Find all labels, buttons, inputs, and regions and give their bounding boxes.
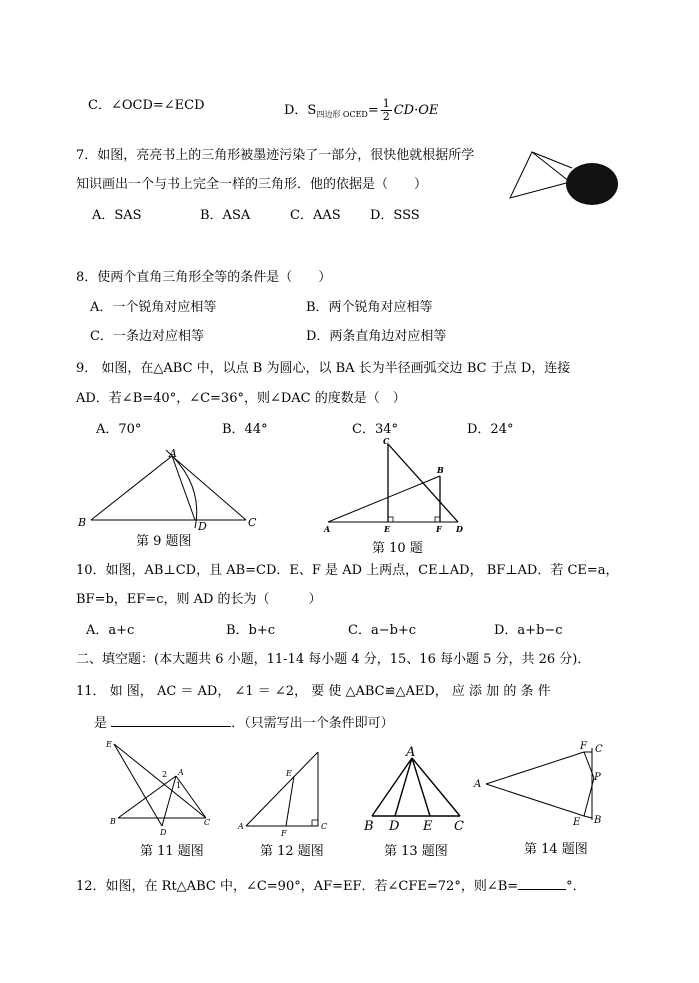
q7-option-c: C．AAS — [290, 208, 341, 223]
label-a: A — [406, 745, 416, 760]
q10-stem-line2: BF=b，EF=c，则 AD 的长为（ ） — [76, 592, 322, 607]
figure-11-caption: 第 11 题图 — [140, 844, 204, 859]
q6-option-d — [284, 98, 438, 123]
label-e: E — [423, 819, 433, 834]
figure-12 — [236, 744, 336, 840]
q7-ink-stained-triangle-figure — [500, 140, 630, 220]
segment-af — [486, 752, 584, 784]
label-b: B — [437, 465, 444, 475]
figure-12-caption: 第 12 题图 — [260, 844, 324, 859]
arc — [166, 450, 197, 528]
q12-answer-blank[interactable] — [518, 877, 566, 890]
label-b: B — [78, 516, 87, 529]
q6-option-d-tail: CD·OE — [393, 103, 439, 118]
figure-14 — [470, 738, 620, 834]
q8-option-a: A．一个锐角对应相等 — [90, 300, 217, 315]
fraction-denominator: 2 — [382, 110, 390, 123]
q8-option-d: D．两条直角边对应相等 — [306, 329, 447, 344]
q8-option-b: B．两个锐角对应相等 — [306, 300, 433, 315]
label-c: C — [248, 516, 257, 529]
triangle-side — [532, 152, 572, 168]
label-f: F — [580, 741, 587, 752]
q7-stem-line1: 7．如图，亮亮书上的三角形被墨迹污染了一部分，很快他就根据所学 — [76, 148, 475, 163]
label-d: D — [198, 520, 207, 533]
q11-stem-line2 — [94, 714, 394, 732]
label-f: F — [281, 829, 287, 838]
label-c: C — [204, 818, 211, 827]
label-d: D — [160, 828, 167, 837]
right-angle-f — [435, 517, 440, 522]
label-e: E — [106, 740, 112, 749]
segment-ab — [246, 752, 318, 826]
label-e: E — [286, 769, 292, 778]
label-a: A — [169, 447, 177, 460]
q6-option-c: C．∠OCD=∠ECD — [88, 98, 205, 113]
q7-option-b: B．ASA — [200, 208, 251, 223]
q9-option-b: B．44° — [222, 422, 268, 437]
figure-14-caption: 第 14 题图 — [524, 842, 588, 857]
fraction-one-half — [381, 98, 392, 123]
q12-stem — [76, 877, 586, 895]
q10-option-c: C．a−b+c — [348, 623, 417, 638]
segment-ec — [114, 744, 206, 818]
figure-13-caption: 第 13 题图 — [384, 844, 448, 859]
q11-stem-line1: 11． 如 图， AC ＝ AD， ∠1 ＝ ∠2， 要 使 △ABC≌△AED， 应 添 加 的 条 件 — [76, 684, 551, 699]
label-a: A — [238, 822, 244, 831]
label-a: A — [178, 768, 184, 777]
segment-ae — [486, 784, 584, 816]
fraction-numerator: 1 — [382, 97, 390, 110]
figure-13 — [360, 744, 470, 836]
right-angle-c — [312, 820, 318, 826]
label-b: B — [364, 819, 374, 834]
q7-option-d: D．SSS — [370, 208, 420, 223]
segment-ae — [412, 758, 430, 816]
q11-suffix: ．（只需写出一个条件即可） — [231, 716, 394, 731]
q7-option-a: A．SAS — [92, 208, 142, 223]
segment-ac — [412, 758, 460, 816]
q10-stem-line1: 10．如图，AB⊥CD，且 AB=CD．E、F 是 AD 上两点，CE⊥AD， BF⊥AD．若 CE=a， — [76, 563, 619, 578]
q11-answer-blank[interactable] — [111, 714, 231, 727]
label-c: C — [383, 436, 390, 446]
q6-option-d-eq: = — [367, 103, 379, 118]
label-angle-2: 2 — [162, 770, 168, 779]
q11-prefix: 是 — [94, 716, 108, 731]
q10-option-d: D．a+b−c — [494, 623, 563, 638]
q9-stem-line2: AD．若∠B=40°，∠C=36°，则∠DAC 的度数是（ ） — [76, 391, 406, 406]
q8-option-c: C．一条边对应相等 — [90, 329, 204, 344]
label-angle-1: 1 — [176, 781, 182, 790]
label-a: A — [474, 779, 482, 790]
figure-10 — [322, 436, 472, 536]
q9-stem-line1: 9． 如图，在△ABC 中，以点 B 为圆心，以 BA 长为半径画弧交边 BC 于点 D，连接 — [76, 361, 571, 376]
segment-ba — [91, 456, 172, 520]
segment-ab — [118, 776, 176, 818]
segment-ed — [114, 744, 162, 826]
ink-blot — [566, 163, 618, 205]
figure-10-caption: 第 10 题 — [372, 541, 423, 556]
label-p: P — [594, 772, 601, 783]
label-c: C — [321, 822, 328, 831]
label-d: D — [389, 819, 400, 834]
label-f: F — [436, 524, 442, 534]
segment-ad — [395, 758, 412, 816]
q10-option-a: A．a+c — [86, 623, 135, 638]
triangle-edge — [510, 152, 570, 198]
segment-ab — [328, 476, 440, 522]
figure-9 — [76, 444, 276, 544]
label-e: E — [384, 524, 391, 534]
q10-option-b: B．b+c — [226, 623, 276, 638]
q6-option-d-prefix: D．S — [284, 103, 317, 118]
label-c: C — [595, 744, 603, 755]
right-angle-e — [388, 517, 393, 522]
label-c: C — [454, 819, 464, 834]
q6-option-d-subscript: 四边形 OCED — [316, 110, 368, 119]
figure-11 — [100, 738, 220, 838]
label-d: D — [456, 524, 463, 534]
q9-option-a: A．70° — [96, 422, 142, 437]
q8-stem: 8．使两个直角三角形全等的条件是（ ） — [76, 270, 332, 285]
label-e: E — [573, 817, 581, 828]
segment-ab — [372, 758, 412, 816]
section-2-header: 二、填空题：(本大题共 6 小题，11-14 每小题 4 分，15、16 每小题 5 分，共 26 分)． — [76, 652, 591, 667]
q9-option-c: C．34° — [352, 422, 398, 437]
label-a: A — [324, 524, 331, 534]
figure-9-caption: 第 9 题图 — [136, 534, 192, 549]
label-b: B — [594, 815, 602, 826]
q7-stem-line2: 知识画出一个与书上完全一样的三角形．他的依据是（ ） — [76, 177, 428, 192]
segment-eb — [584, 816, 592, 818]
label-b: B — [110, 817, 116, 826]
q9-option-d: D．24° — [467, 422, 514, 437]
q12-prefix: 12．如图，在 Rt△ABC 中，∠C=90°，AF=EF．若∠CFE=72°，则∠B= — [76, 879, 519, 894]
q12-suffix: °． — [566, 879, 586, 894]
